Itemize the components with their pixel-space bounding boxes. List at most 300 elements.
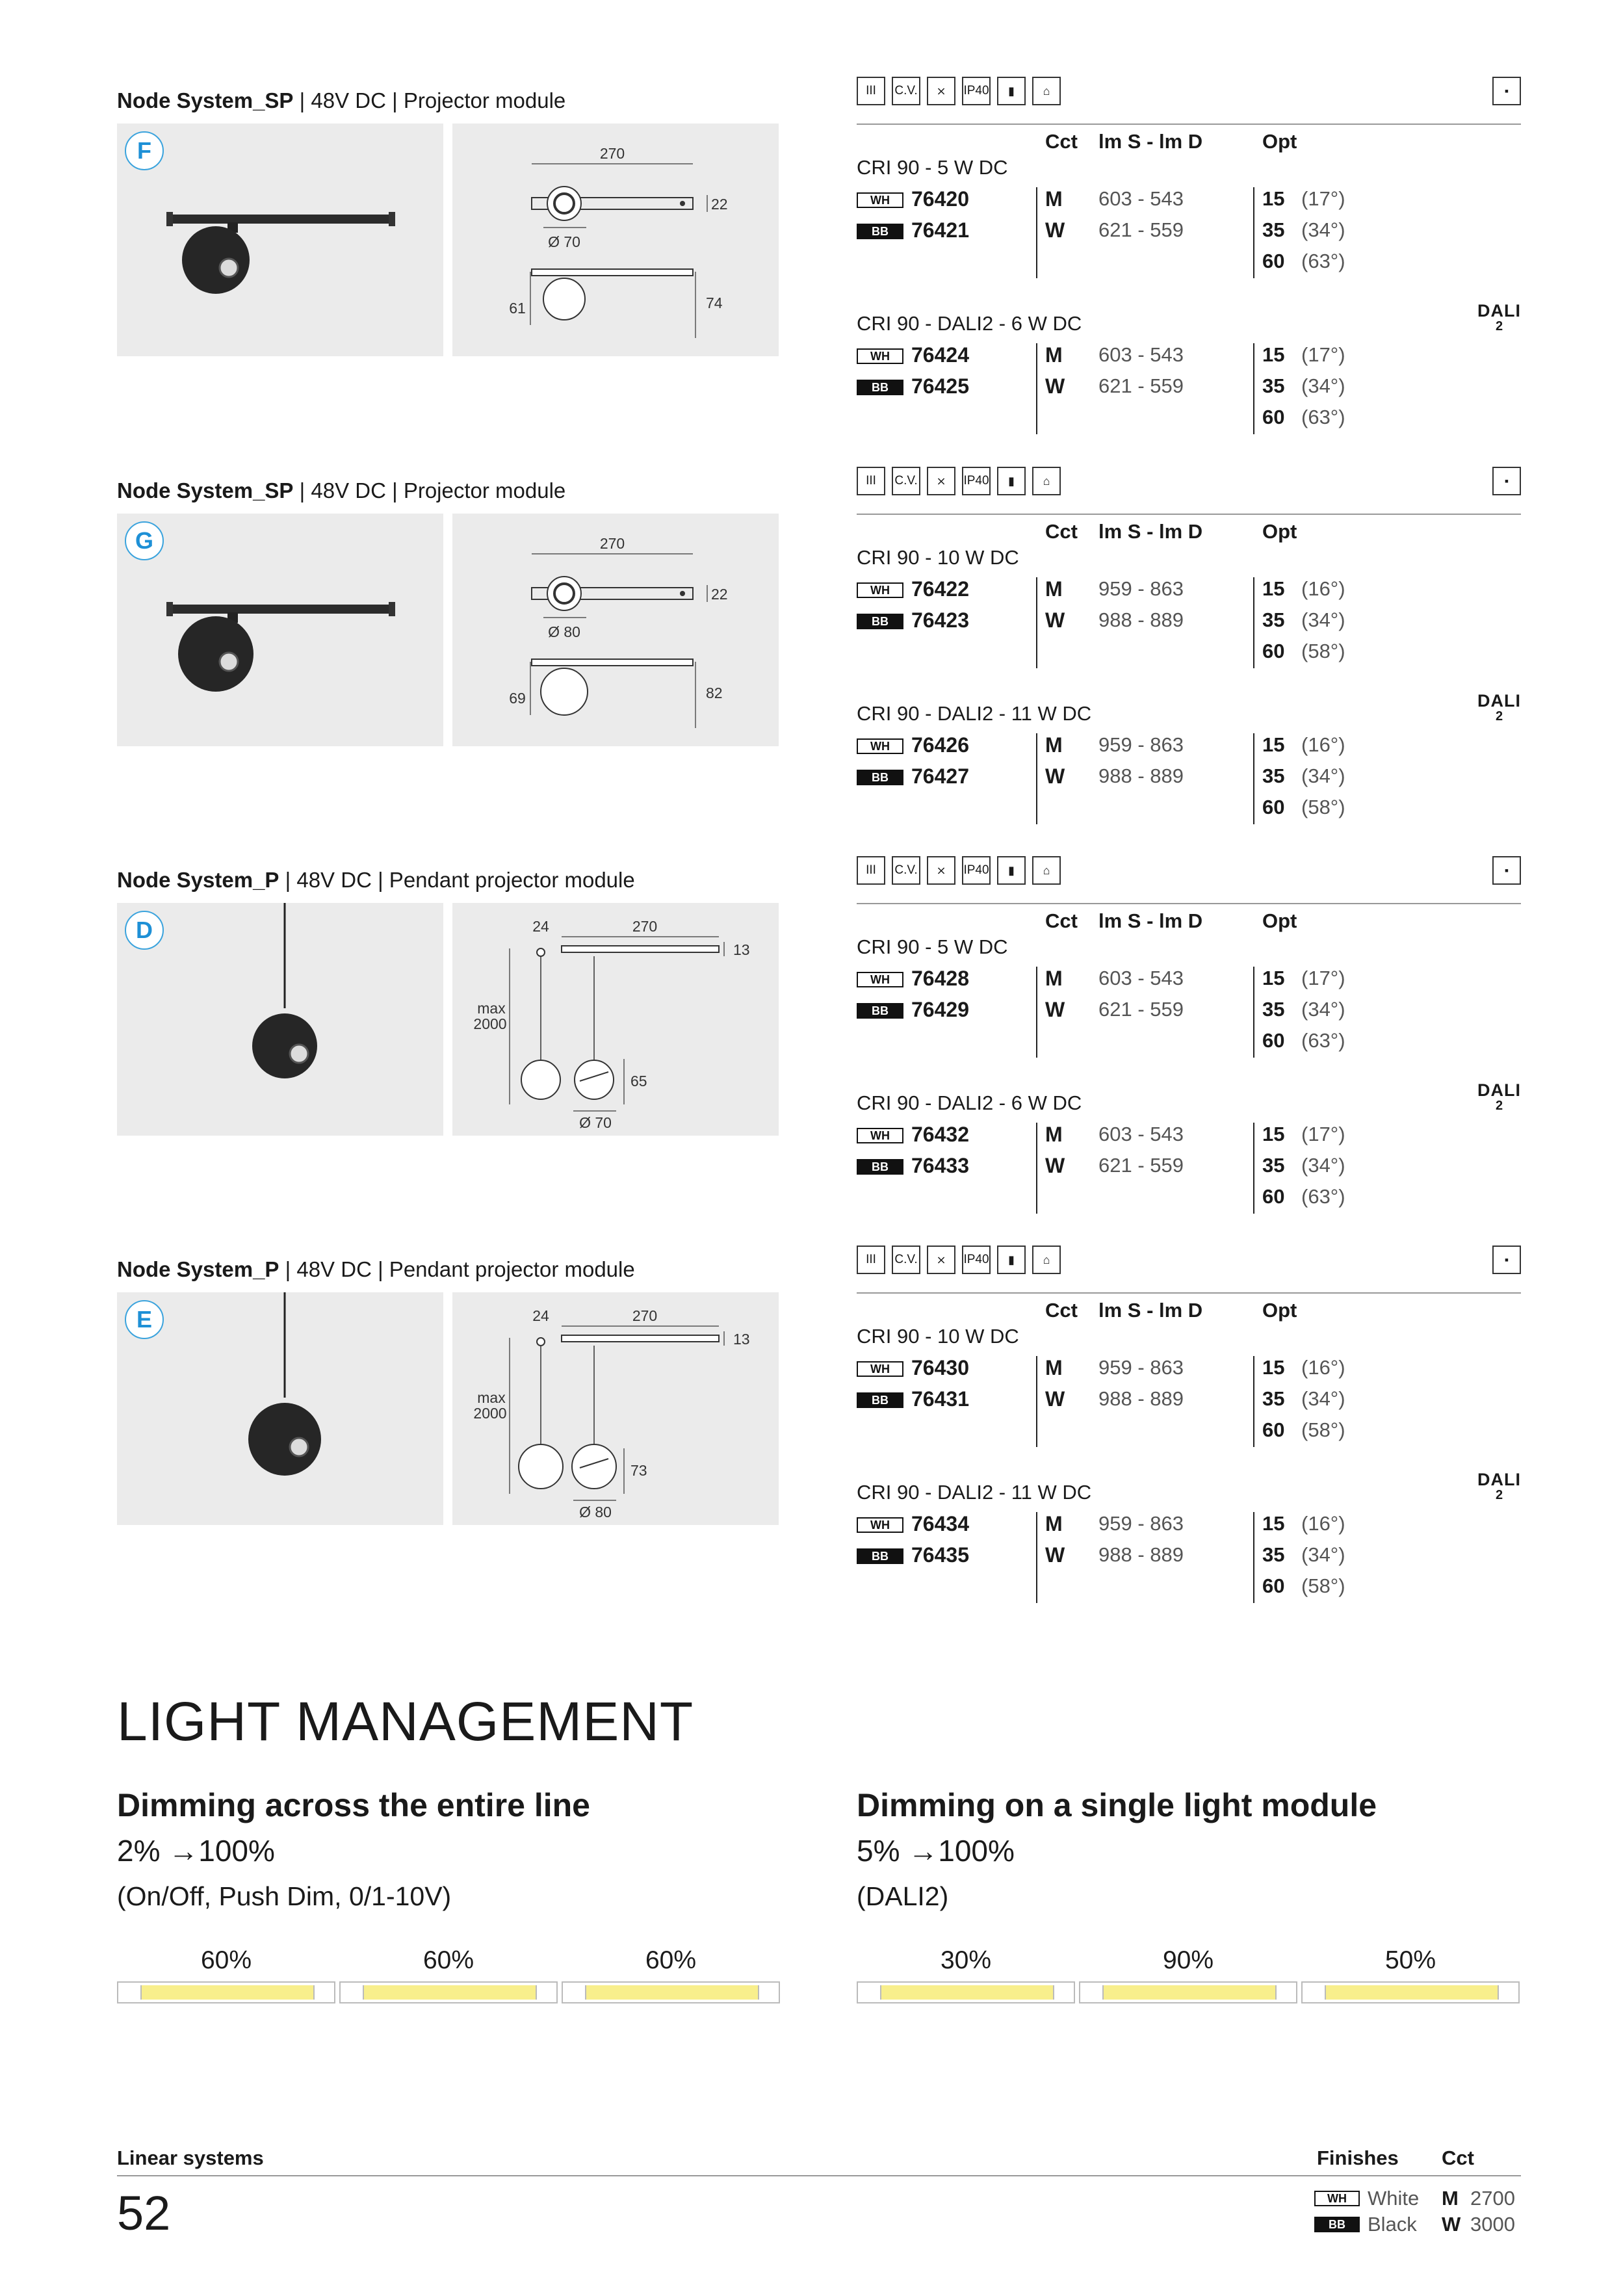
- optic-angle: (16°): [1301, 577, 1345, 600]
- lumen-value: 959 - 863: [1098, 1356, 1184, 1379]
- dali-logo-number: 2: [1495, 1488, 1503, 1502]
- dim-length: 270: [632, 918, 658, 935]
- article-code: 76427: [911, 764, 969, 788]
- dimming-line-range: 2% →100%: [117, 1834, 275, 1868]
- optic-angle: (34°): [1301, 608, 1345, 631]
- technical-drawing-svg: [452, 514, 779, 746]
- technical-drawing-svg: [452, 903, 779, 1136]
- product-photo-illustration: [117, 903, 443, 1136]
- optic-angle: (63°): [1301, 1185, 1345, 1208]
- cct-value: M: [1045, 577, 1063, 601]
- optic-value: 60: [1262, 1418, 1285, 1441]
- dim-level-label: 60%: [200, 1946, 252, 1974]
- optic-value: 15: [1262, 1123, 1285, 1145]
- finish-badge: WH: [857, 1517, 903, 1533]
- page-number: 52: [117, 2186, 171, 2240]
- technical-drawing: [452, 1292, 779, 1525]
- finish-badge: BB: [857, 770, 903, 785]
- optic-angle: (16°): [1301, 733, 1345, 756]
- lumen-value: 959 - 863: [1098, 733, 1184, 756]
- column-header: Cct: [1045, 1299, 1078, 1322]
- optic-angle: (34°): [1301, 1387, 1345, 1410]
- optic-value: 60: [1262, 1029, 1285, 1052]
- dim-level-label: 50%: [1384, 1946, 1436, 1974]
- power-group-label: CRI 90 - DALI2 - 6 W DC: [857, 312, 1082, 335]
- dim-level-label: 90%: [1162, 1946, 1214, 1974]
- footer-section: Linear systems: [117, 2146, 264, 2169]
- light-management-title: LIGHT MANAGEMENT: [117, 1691, 694, 1752]
- product-photo: [117, 1292, 443, 1525]
- product-row: [857, 374, 1521, 403]
- dim-diameter: Ø 70: [579, 1114, 612, 1131]
- power-group-label: CRI 90 - DALI2 - 6 W DC: [857, 1091, 1082, 1114]
- dim-diameter: Ø 70: [548, 233, 580, 250]
- no-cover-icon: ⨯: [927, 1246, 955, 1274]
- top-view-dot: [680, 591, 685, 596]
- light-module-bar: [1079, 1981, 1297, 2003]
- dim-top-left: 24: [532, 918, 549, 935]
- dim-diameter: Ø 80: [548, 623, 580, 640]
- ip40-icon: IP40: [962, 467, 991, 495]
- dim-left: 69: [509, 690, 526, 707]
- finish-badge: WH: [857, 1361, 903, 1377]
- class-iii-icon: III: [857, 77, 885, 105]
- indoor-icon: ⌂: [1032, 1246, 1061, 1274]
- product-title-name: Node System_SP: [117, 478, 294, 502]
- optic-value: 35: [1262, 998, 1285, 1021]
- finish-badge: WH: [857, 972, 903, 987]
- cct-value: W: [1045, 764, 1065, 788]
- product-row: [857, 998, 1521, 1026]
- finish-badge: BB: [857, 1159, 903, 1175]
- optic-angle: (63°): [1301, 1029, 1345, 1052]
- product-title: [117, 1257, 635, 1282]
- optic-angle: (17°): [1301, 1123, 1345, 1145]
- article-code: 76422: [911, 577, 969, 601]
- optic-angle: (34°): [1301, 1154, 1345, 1177]
- lumen-value: 988 - 889: [1098, 1543, 1184, 1566]
- dali-logo-number: 2: [1495, 709, 1503, 724]
- pendant-head: [248, 1403, 321, 1476]
- class-iii-icon: III: [857, 856, 885, 885]
- dimming-line-protocols: (On/Off, Push Dim, 0/1-10V): [117, 1881, 452, 1911]
- optic-angle: (34°): [1301, 1543, 1345, 1566]
- beam-orientation-icon: ▪: [1492, 856, 1521, 885]
- optic-value: 15: [1262, 187, 1285, 210]
- lumen-value: 959 - 863: [1098, 577, 1184, 600]
- dim-max-value: 2000: [473, 1015, 507, 1032]
- cct-value: W: [1045, 608, 1065, 632]
- variant-letter-badge: E: [125, 1300, 164, 1339]
- product-row: [857, 1387, 1521, 1416]
- optic-angle: (58°): [1301, 1574, 1345, 1597]
- cct-label: Cct: [1442, 2146, 1474, 2169]
- optic-angle: (17°): [1301, 967, 1345, 989]
- finish-badge: WH: [857, 582, 903, 598]
- dim-length: 270: [632, 1307, 658, 1324]
- column-header: lm S - lm D: [1098, 130, 1203, 153]
- light-module-bar: [339, 1981, 558, 2003]
- optic-value: 15: [1262, 733, 1285, 756]
- dim-level-label: 30%: [940, 1946, 992, 1974]
- dimming-module-range: 5% →100%: [857, 1834, 1015, 1868]
- finish-temp: 3000: [1470, 2213, 1515, 2236]
- dim-height: 22: [711, 586, 728, 603]
- finish-temp: 2700: [1470, 2187, 1515, 2210]
- dim-max-value: 2000: [473, 1405, 507, 1422]
- column-header: Opt: [1262, 1299, 1297, 1322]
- lumen-value: 603 - 543: [1098, 343, 1184, 366]
- track-rail: [169, 215, 393, 224]
- no-cover-icon: ⨯: [927, 467, 955, 495]
- finish-badge: BB: [857, 1392, 903, 1408]
- light-module-emission: [363, 1985, 537, 2000]
- dim-side: 65: [630, 1073, 647, 1089]
- technical-drawing: [452, 124, 779, 356]
- dim-height: 13: [733, 941, 750, 958]
- column-header: Cct: [1045, 909, 1078, 932]
- light-module-bar: [117, 1981, 335, 2003]
- finish-badge: BB: [857, 614, 903, 629]
- pendant-lens: [290, 1045, 308, 1063]
- light-module-emission: [585, 1985, 759, 2000]
- technical-drawing-svg: [452, 124, 779, 356]
- product-row: [857, 1512, 1521, 1541]
- dim-length: 270: [599, 145, 625, 162]
- dim-right: 82: [706, 685, 723, 701]
- product-row: [857, 1356, 1521, 1385]
- indoor-icon: ⌂: [1032, 856, 1061, 885]
- cct-value: M: [1045, 1356, 1063, 1379]
- dim-level-label: 60%: [422, 1946, 474, 1974]
- column-header: lm S - lm D: [1098, 1299, 1203, 1322]
- dim-top-left: 24: [532, 1307, 549, 1324]
- spec-table: [857, 467, 1521, 818]
- product-row: [857, 608, 1521, 637]
- spec-table: [857, 856, 1521, 1207]
- dali-logo-text: DALI: [1477, 691, 1521, 711]
- optic-value: 15: [1262, 1356, 1285, 1379]
- technical-drawing-svg: [452, 1292, 779, 1525]
- article-code: 76433: [911, 1154, 969, 1177]
- optic-value: 35: [1262, 218, 1285, 241]
- product-photo: [117, 903, 443, 1136]
- lumen-value: 959 - 863: [1098, 1512, 1184, 1535]
- optic-value: 35: [1262, 374, 1285, 397]
- article-code: 76421: [911, 218, 969, 242]
- finish-name: White: [1368, 2187, 1420, 2210]
- constant-voltage-icon: C.V.: [892, 467, 920, 495]
- optic-angle: (34°): [1301, 218, 1345, 241]
- product-row: [857, 1543, 1521, 1572]
- ip40-icon: IP40: [962, 856, 991, 885]
- article-code: 76429: [911, 998, 969, 1021]
- lumen-value: 988 - 889: [1098, 764, 1184, 787]
- cct-value: W: [1045, 218, 1065, 242]
- finish-badge: BB: [857, 1548, 903, 1564]
- dimming-module-heading: Dimming on a single light module: [857, 1787, 1377, 1823]
- track-profile: [562, 946, 719, 952]
- lumen-value: 621 - 559: [1098, 1154, 1184, 1177]
- optic-angle: (58°): [1301, 796, 1345, 818]
- cct-value: W: [1045, 1154, 1065, 1177]
- dim-level-label: 60%: [645, 1946, 697, 1974]
- dali2-logo: [1477, 303, 1521, 334]
- dim-max-label: max: [477, 1389, 506, 1406]
- lumen-value: 988 - 889: [1098, 1387, 1184, 1410]
- technical-drawing: [452, 903, 779, 1136]
- top-view-head-inner: [554, 584, 574, 603]
- dimming-module-protocols: (DALI2): [857, 1881, 949, 1911]
- track-end-right: [389, 212, 395, 226]
- class-iii-icon: III: [857, 1246, 885, 1274]
- optic-value: 15: [1262, 577, 1285, 600]
- optic-angle: (17°): [1301, 343, 1345, 366]
- side-view-rail: [532, 269, 693, 276]
- power-group-label: CRI 90 - DALI2 - 11 W DC: [857, 1481, 1092, 1504]
- mounting-icon: ▮: [997, 856, 1026, 885]
- cct-value: M: [1045, 187, 1063, 211]
- optic-angle: (63°): [1301, 406, 1345, 428]
- optic-value: 60: [1262, 1574, 1285, 1597]
- product-photo-illustration: [117, 514, 443, 746]
- finish-badge: WH: [857, 1128, 903, 1143]
- cct-value: M: [1045, 1512, 1063, 1535]
- product-row: [857, 764, 1521, 793]
- lumen-value: 621 - 559: [1098, 374, 1184, 397]
- ip40-icon: IP40: [962, 1246, 991, 1274]
- light-module-emission: [140, 1985, 315, 2000]
- mounting-icon: ▮: [997, 77, 1026, 105]
- optic-value: 35: [1262, 1543, 1285, 1566]
- optic-angle: (34°): [1301, 998, 1345, 1021]
- technical-drawing: [452, 514, 779, 746]
- head-front: [521, 1060, 560, 1099]
- spec-divider: [857, 124, 1521, 125]
- track-end-right: [389, 602, 395, 616]
- finishes-label: Finishes: [1317, 2146, 1399, 2169]
- column-header: Opt: [1262, 520, 1297, 543]
- dali-logo-number: 2: [1495, 319, 1503, 333]
- optic-value: 60: [1262, 640, 1285, 662]
- light-module-emission: [880, 1985, 1054, 2000]
- footer-divider: [117, 2175, 1521, 2176]
- finish-badge: WH: [1314, 2191, 1360, 2206]
- light-module-bar: [857, 1981, 1075, 2003]
- column-header: Opt: [1262, 909, 1297, 932]
- cct-value: W: [1045, 374, 1065, 398]
- track-end-left: [166, 602, 173, 616]
- product-row: [857, 1123, 1521, 1151]
- product-photo: [117, 514, 443, 746]
- cct-value: M: [1045, 733, 1063, 757]
- light-module-bar: [1301, 1981, 1520, 2003]
- dali-logo-text: DALI: [1477, 1470, 1521, 1489]
- optic-angle: (63°): [1301, 250, 1345, 272]
- dim-length: 270: [599, 535, 625, 552]
- variant-letter-badge: G: [125, 521, 164, 560]
- optic-value: 15: [1262, 343, 1285, 366]
- optic-angle: (16°): [1301, 1512, 1345, 1535]
- beam-orientation-icon: ▪: [1492, 77, 1521, 105]
- mounting-icon: ▮: [997, 1246, 1026, 1274]
- projector-head: [178, 616, 253, 692]
- article-code: 76432: [911, 1123, 969, 1146]
- column-header: Cct: [1045, 520, 1078, 543]
- article-code: 76423: [911, 608, 969, 632]
- spec-table: [857, 77, 1521, 428]
- product-row: [857, 218, 1521, 247]
- lumen-value: 988 - 889: [1098, 608, 1184, 631]
- light-module-bar: [562, 1981, 780, 2003]
- pendant-head: [252, 1013, 317, 1078]
- product-title-name: Node System_P: [117, 868, 279, 892]
- finish-cct: W: [1442, 2213, 1461, 2236]
- class-iii-icon: III: [857, 467, 885, 495]
- head-side: [572, 1444, 616, 1489]
- finish-badge: WH: [857, 738, 903, 754]
- product-title-name: Node System_SP: [117, 88, 294, 112]
- ip40-icon: IP40: [962, 77, 991, 105]
- finish-badge: BB: [857, 1003, 903, 1019]
- constant-voltage-icon: C.V.: [892, 1246, 920, 1274]
- optic-value: 60: [1262, 796, 1285, 818]
- beam-orientation-icon: ▪: [1492, 467, 1521, 495]
- lumen-value: 621 - 559: [1098, 998, 1184, 1021]
- mounting-icon: ▮: [997, 467, 1026, 495]
- lumen-value: 603 - 543: [1098, 1123, 1184, 1145]
- spec-table: [857, 1246, 1521, 1597]
- dim-max-label: max: [477, 1000, 506, 1017]
- head-side: [575, 1060, 614, 1099]
- top-view-head-inner: [554, 194, 574, 213]
- dim-height: 13: [733, 1331, 750, 1348]
- dimming-line-heading: Dimming across the entire line: [117, 1787, 590, 1823]
- dim-right: 74: [706, 294, 723, 311]
- product-title: [117, 868, 635, 893]
- projector-head: [182, 226, 250, 294]
- track-profile: [562, 1335, 719, 1342]
- dali2-logo: [1477, 693, 1521, 724]
- finish-badge: WH: [857, 348, 903, 364]
- optic-angle: (58°): [1301, 1418, 1345, 1441]
- dim-side: 73: [630, 1462, 647, 1479]
- product-title-name: Node System_P: [117, 1257, 279, 1281]
- article-code: 76426: [911, 733, 969, 757]
- optic-value: 35: [1262, 608, 1285, 631]
- finish-badge: BB: [857, 380, 903, 395]
- dali-logo-number: 2: [1495, 1099, 1503, 1113]
- no-cover-icon: ⨯: [927, 856, 955, 885]
- product-row: [857, 967, 1521, 995]
- power-group-label: CRI 90 - 5 W DC: [857, 156, 1008, 179]
- column-header: lm S - lm D: [1098, 909, 1203, 932]
- track-end-left: [166, 212, 173, 226]
- optic-value: 15: [1262, 1512, 1285, 1535]
- optic-angle: (58°): [1301, 640, 1345, 662]
- finish-badge: BB: [857, 224, 903, 239]
- optic-value: 60: [1262, 406, 1285, 428]
- beam-orientation-icon: ▪: [1492, 1246, 1521, 1274]
- product-row: [857, 733, 1521, 762]
- power-group-label: CRI 90 - 10 W DC: [857, 546, 1019, 569]
- optic-value: 35: [1262, 1387, 1285, 1410]
- product-row: [857, 187, 1521, 216]
- constant-voltage-icon: C.V.: [892, 856, 920, 885]
- finish-cct: M: [1442, 2187, 1459, 2210]
- product-title-spec: | 48V DC | Projector module: [293, 478, 566, 502]
- cct-value: W: [1045, 1543, 1065, 1567]
- product-row: [857, 577, 1521, 606]
- article-code: 76431: [911, 1387, 969, 1411]
- product-photo-illustration: [117, 1292, 443, 1525]
- cct-value: M: [1045, 1123, 1063, 1146]
- side-view-head: [543, 278, 585, 320]
- column-header: lm S - lm D: [1098, 520, 1203, 543]
- optic-angle: (34°): [1301, 764, 1345, 787]
- optic-value: 35: [1262, 1154, 1285, 1177]
- track-rail: [169, 605, 393, 614]
- spec-divider: [857, 903, 1521, 904]
- power-group-label: CRI 90 - 10 W DC: [857, 1325, 1019, 1348]
- power-group-label: CRI 90 - 5 W DC: [857, 935, 1008, 958]
- optic-value: 60: [1262, 250, 1285, 272]
- constant-voltage-icon: C.V.: [892, 77, 920, 105]
- product-title-spec: | 48V DC | Projector module: [293, 88, 566, 112]
- article-code: 76428: [911, 967, 969, 990]
- product-title: [117, 88, 565, 113]
- projector-lens: [220, 653, 238, 671]
- finish-name: Black: [1368, 2213, 1417, 2236]
- dali-logo-text: DALI: [1477, 1080, 1521, 1100]
- cct-value: M: [1045, 343, 1063, 367]
- product-title-spec: | 48V DC | Pendant projector module: [279, 1257, 635, 1281]
- column-header: Cct: [1045, 130, 1078, 153]
- lumen-value: 621 - 559: [1098, 218, 1184, 241]
- cct-value: W: [1045, 998, 1065, 1021]
- product-photo-illustration: [117, 124, 443, 356]
- product-photo: [117, 124, 443, 356]
- indoor-icon: ⌂: [1032, 467, 1061, 495]
- projector-lens: [220, 259, 238, 277]
- variant-letter-badge: D: [125, 911, 164, 950]
- dali2-logo: [1477, 1472, 1521, 1503]
- pendant-lens: [290, 1438, 308, 1456]
- optic-value: 35: [1262, 764, 1285, 787]
- optic-angle: (34°): [1301, 374, 1345, 397]
- dim-left: 61: [509, 300, 526, 317]
- optic-value: 15: [1262, 967, 1285, 989]
- column-header: Opt: [1262, 130, 1297, 153]
- lumen-value: 603 - 543: [1098, 967, 1184, 989]
- spec-divider: [857, 514, 1521, 515]
- light-module-emission: [1102, 1985, 1277, 2000]
- article-code: 76424: [911, 343, 969, 367]
- dali2-logo: [1477, 1082, 1521, 1114]
- product-title: [117, 478, 565, 503]
- spec-divider: [857, 1292, 1521, 1294]
- article-code: 76435: [911, 1543, 969, 1567]
- article-code: 76420: [911, 187, 969, 211]
- dali-logo-text: DALI: [1477, 301, 1521, 320]
- product-row: [857, 1154, 1521, 1182]
- head-front: [519, 1444, 563, 1489]
- dim-diameter: Ø 80: [579, 1504, 612, 1520]
- top-view-dot: [680, 201, 685, 206]
- optic-angle: (17°): [1301, 187, 1345, 210]
- optic-angle: (16°): [1301, 1356, 1345, 1379]
- product-row: [857, 343, 1521, 372]
